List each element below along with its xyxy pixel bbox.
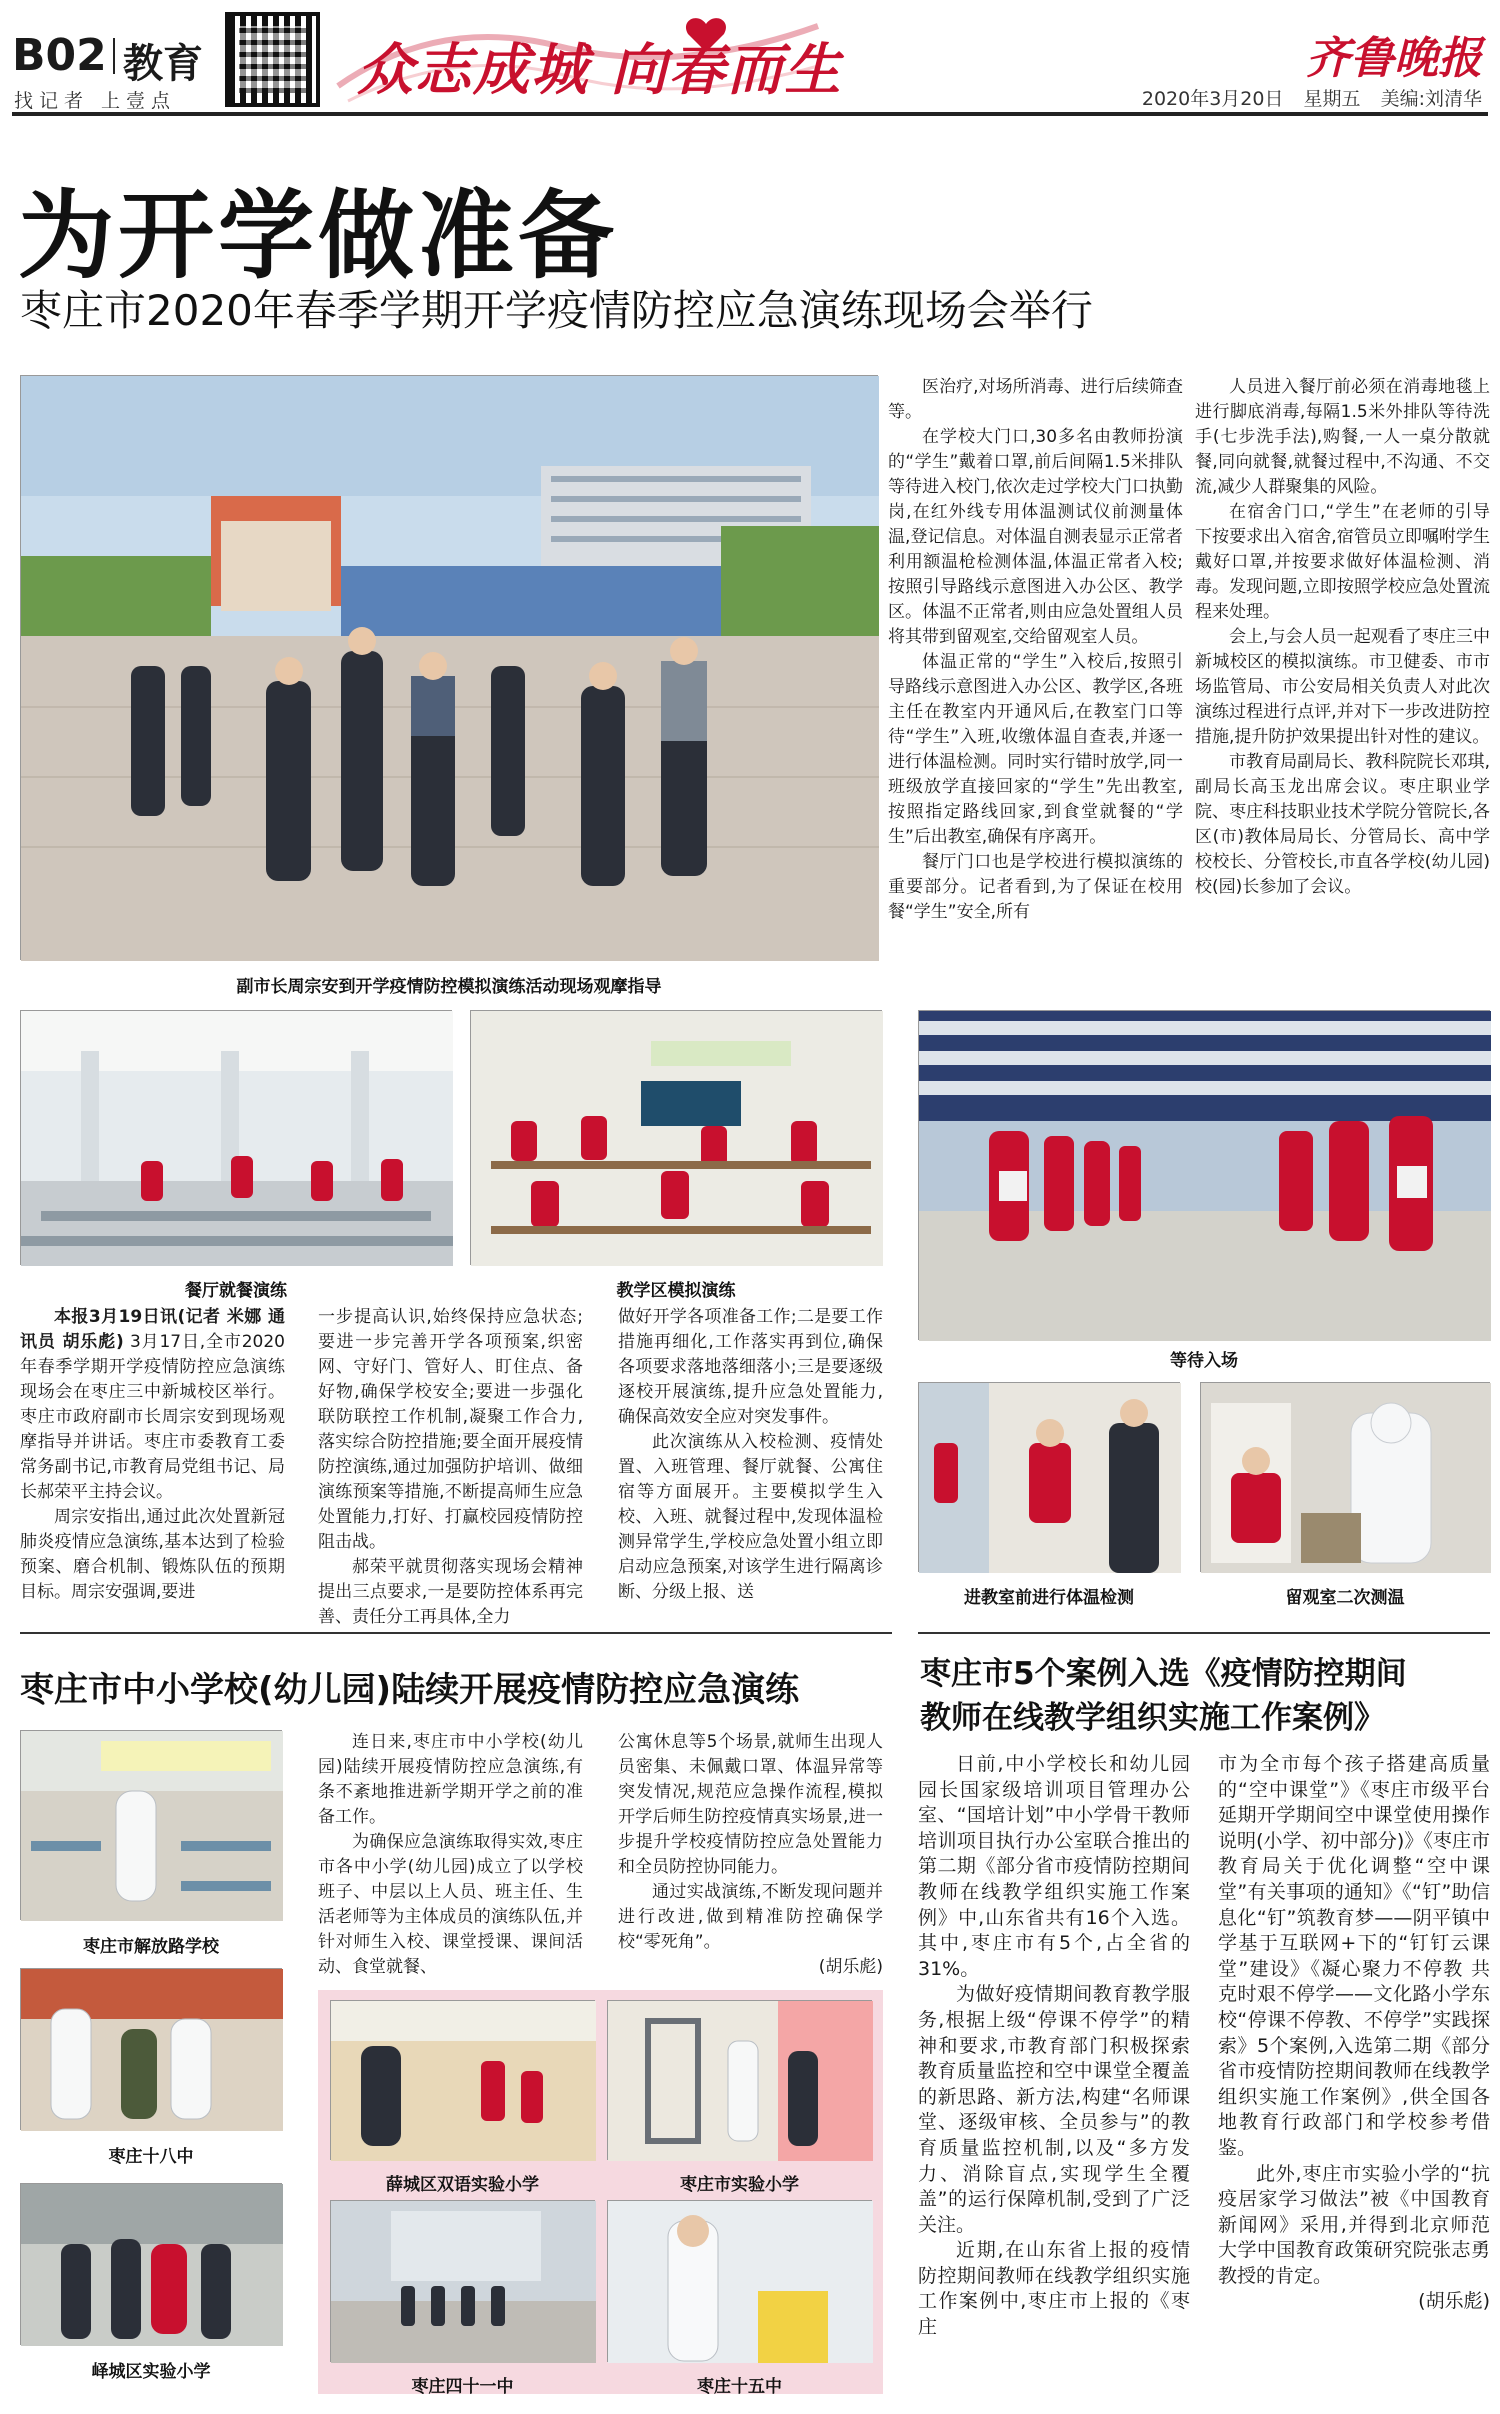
photo-caption: 进教室前进行体温检测	[964, 1588, 1134, 1608]
photo-temperature[interactable]	[918, 1382, 1180, 1572]
photo-jiefang-school-image	[21, 1731, 283, 1921]
photo-queue[interactable]	[918, 1010, 1490, 1340]
photo-caption: 薛城区双语实验小学	[386, 2175, 539, 2195]
paragraph: 连日来,枣庄市中小学校(幼儿园)陆续开展疫情防控应急演练,有条不紊地推进新学期开学之前的准备工作。	[318, 1732, 583, 1827]
photo-18th-school[interactable]	[20, 1968, 282, 2130]
paragraph: 医治疗,对场所消毒、进行后续筛查等。	[888, 377, 1183, 422]
photo-yicheng-school[interactable]	[20, 2183, 282, 2345]
paragraph: 通过实战演练,不断发现问题并进行改进,做到精准防控确保学校“零死角”。	[618, 1882, 883, 1952]
photo-observation-image	[1201, 1383, 1491, 1573]
paragraph: 在宿舍门口,“学生”在老师的引导下按要求出入宿舍,宿管员立即嘱咐学生戴好口罩,并按要求做好体温检测、消毒。发现问题,立即按照学校应急处置流程来处理。	[1195, 502, 1490, 622]
issue-weekday: 星期五	[1303, 88, 1361, 110]
header-slogan: 众志成城 向春而生	[357, 37, 843, 103]
photo-observation[interactable]	[1200, 1382, 1490, 1572]
photo-caption: 枣庄四十一中	[411, 2377, 514, 2397]
byline: (胡乐彪)	[1418, 2290, 1490, 2313]
paragraph: 市教育局副局长、教科院院长邓琪,副局长高玉龙出席会议。枣庄职业学院、枣庄科技职业技术学院分管院长,各区(市)教体局局长、分管局长、高中学校校长、分管校长,市直各学校(幼儿园)校(园)长参加了会议。	[1195, 752, 1490, 897]
paragraphs	[318, 1730, 583, 1980]
photo-15th-school[interactable]	[607, 2200, 872, 2362]
header-divider	[113, 38, 115, 74]
main-article-lower-col2	[318, 1305, 583, 1627]
header-rule	[12, 112, 1488, 116]
photo-caption: 等待入场	[1170, 1351, 1238, 1371]
section-name: 教育	[123, 41, 203, 87]
main-headline: 为开学做准备	[18, 180, 618, 292]
photo-caption: 副市长周宗安到开学疫情防控模拟演练活动现场观摩指导	[236, 977, 662, 997]
paragraph: 一步提高认识,始终保持应急状态;要进一步完善开学各项预案,织密网、守好门、管好人、盯住点、备好物,确保学校安全;要进一步强化联防联控工作机制,凝聚工作合力,落实综合防控措施;要全面开展疫情防控演练,通过加强防护培训、做细演练预案等措施,不断提高师生应急处置能力,打好、打赢校园疫情防控阻击战。	[318, 1307, 583, 1552]
photo-experimental-school[interactable]	[607, 2000, 872, 2160]
main-article-right-col2	[1195, 375, 1490, 985]
photo-caption: 峄城区实验小学	[91, 2362, 211, 2382]
paragraph: 此次演练从入校检测、疫情处置、入班管理、餐厅就餐、公寓住宿等方面展开。主要模拟学生入校、入班、就餐过程中,发现体温检测异常学生,学校应急处置小组立即启动应急预案,对该学生进行隔离诊断、分级上报、送	[618, 1432, 883, 1602]
paragraphs	[618, 1305, 883, 1605]
paragraphs	[1218, 1752, 1490, 2289]
page-header	[0, 0, 1500, 128]
photo-yicheng-school-image	[21, 2184, 283, 2346]
photo-classroom-image	[471, 1011, 883, 1266]
byline: (胡乐彪)	[818, 1957, 883, 1977]
qr-code-icon[interactable]	[225, 12, 320, 107]
photo-caption: 餐厅就餐演练	[185, 1281, 287, 1301]
photo-15th-school-image	[608, 2201, 873, 2363]
article2-col2	[618, 1730, 883, 1980]
article2-headline: 枣庄市中小学校(幼儿园)陆续开展疫情防控应急演练	[20, 1670, 800, 1710]
article3-headline-line2: 教师在线教学组织实施工作案例》	[920, 1700, 1385, 1736]
paragraph: 会上,与会人员一起观看了枣庄三中新城校区的模拟演练。市卫健委、市市场监管局、市公安局相关负责人对此次演练过程进行点评,并对下一步改进防控措施,提升防护效果提出针对性的建议。	[1195, 627, 1490, 747]
newspaper-brand: 齐鲁晚报	[1306, 33, 1482, 84]
photo-caption: 枣庄十五中	[697, 2377, 782, 2397]
paragraph: 人员进入餐厅前必须在消毒地毯上进行脚底消毒,每隔1.5米外排队等待洗手(七步洗手法),购餐,一人一桌分散就餐,同向就餐,就餐过程中,不沟通、不交流,减少人群聚集的风险。	[1195, 377, 1490, 497]
section-divider	[20, 1632, 892, 1634]
issue-date: 2020年3月20日	[1141, 88, 1284, 110]
photo-xuecheng-school[interactable]	[330, 2000, 595, 2160]
header-meta	[1142, 84, 1482, 111]
paragraph: 此外,枣庄市实验小学的“抗疫居家学习做法”被《中国教育新闻网》采用,并得到北京师范大学中国教育政策研究院张志勇教授的肯定。	[1218, 2162, 1490, 2287]
article3-col2	[1218, 1752, 1490, 2397]
paragraphs	[20, 1505, 285, 1605]
photo-queue-image	[919, 1011, 1491, 1341]
photo-41st-school-image	[331, 2201, 596, 2363]
photo-leaders-walking[interactable]	[20, 375, 878, 960]
paragraph: 做好开学各项准备工作;二是要工作措施再细化,工作落实再到位,确保各项要求落地落细落小;三是要逐级逐校开展演练,提升应急处置能力,确保高效安全应对突发事件。	[618, 1307, 883, 1427]
photo-caption: 枣庄市解放路学校	[83, 1937, 219, 1957]
article3-headline-line1: 枣庄市5个案例入选《疫情防控期间	[920, 1656, 1407, 1692]
photo-caption: 教学区模拟演练	[616, 1281, 736, 1301]
paragraph: 近期,在山东省上报的疫情防控期间教师在线教学组织实施工作案例中,枣庄市上报的《枣庄	[918, 2239, 1190, 2339]
paragraph: 体温正常的“学生”入校后,按照引导路线示意图进入办公区、教学区,各班主任在教室内开通风后,在教室门口等待“学生”入班,收缴体温自查表,并逐一进行体温检测。同时实行错时放学,同一班级放学直接回家的“学生”先出教室,按照指定路线回家,到食堂就餐的“学生”后出教室,确保有序离开。	[888, 652, 1183, 847]
paragraph: 郝荣平就贯彻落实现场会精神提出三点要求,一是要防控体系再完善、责任分工再具体,全力	[318, 1557, 583, 1627]
header-subslogan: 找记者 上壹点	[14, 90, 177, 112]
photo-canteen[interactable]	[20, 1010, 452, 1265]
paragraph: 为确保应急演练取得实效,枣庄市各中小学(幼儿园)成立了以学校班子、中层以上人员、班主任、生活老师等为主体成员的演练队伍,并针对师生入校、课堂授课、课间活动、食堂就餐、	[318, 1832, 583, 1977]
paragraphs	[888, 375, 1183, 925]
paragraph: 在学校大门口,30多名由教师扮演的“学生”戴着口罩,前后间隔1.5米排队等待进入校门,依次走过学校大门口执勤岗,在红外线专用体温测试仪前测量体温,登记信息。对体温自测表显示正常者利用额温枪检测体温,体温正常者入校;按照引导路线示意图进入办公区、教学区。体温不正常者,则由应急处置组人员将其带到留观室,交给留观室人员。	[888, 427, 1183, 647]
paragraph: 公寓休息等5个场景,就师生出现人员密集、未佩戴口罩、体温异常等突发情况,规范应急操作流程,模拟开学后师生防控疫情真实场景,进一步提升学校疫情防控应急处置能力和全员防控协同能力。	[618, 1732, 883, 1877]
photo-leaders-walking-image	[21, 376, 879, 961]
photo-caption: 枣庄市实验小学	[680, 2175, 799, 2195]
photo-experimental-school-image	[608, 2001, 873, 2161]
main-article-lower-col3	[618, 1305, 883, 1605]
page-code: B02	[12, 30, 107, 81]
main-article-right-col1	[888, 375, 1183, 985]
editor-credit: 美编:刘清华	[1380, 88, 1482, 110]
photo-xuecheng-school-image	[331, 2001, 596, 2161]
article3-col1	[918, 1752, 1190, 2397]
photo-canteen-image	[21, 1011, 453, 1266]
paragraphs	[918, 1752, 1190, 2341]
photo-caption: 留观室二次测温	[1285, 1588, 1405, 1608]
paragraph: 市为全市每个孩子搭建高质量的“空中课堂”》《枣庄市级平台延期开学期间空中课堂使用操作说明(小学、初中部分)》《枣庄市教育局关于优化调整“空中课堂”有关事项的通知》《“钉”助信息化“钉”筑教育梦——阴平镇中学基于互联网+下的“钉钉云课堂”建设》《凝心聚力不停教 共克时艰不停学——文化路小学东校“停课不停教、不停学”实践探索》5个案例,入选第二期《部分省市疫情防控期间教师在线教学组织实施工作案例》,供全国各地教育行政部门和学校参考借鉴。	[1218, 1753, 1490, 2159]
lead-paragraph	[20, 1305, 285, 1505]
photo-classroom[interactable]	[470, 1010, 882, 1265]
paragraph: 日前,中小学校长和幼儿园园长国家级培训项目管理办公室、“国培计划”中小学骨干教师培训项目执行办公室联合推出的第二期《部分省市疫情防控期间教师在线教学组织实施工作案例》中,山东省共有16个入选。其中,枣庄市有5个,占全省的31%。	[918, 1753, 1190, 1980]
photo-temperature-image	[919, 1383, 1181, 1573]
photo-18th-school-image	[21, 1969, 283, 2131]
main-article-lower-col1	[20, 1305, 285, 1605]
paragraphs	[1195, 375, 1490, 900]
photo-jiefang-school[interactable]	[20, 1730, 282, 1920]
section-divider	[918, 1632, 1490, 1634]
paragraph: 餐厅门口也是学校进行模拟演练的重要部分。记者看到,为了保证在校用餐“学生”安全,所有	[888, 852, 1183, 922]
photo-41st-school[interactable]	[330, 2200, 595, 2362]
dateline: 本报3月19日讯(记者 米娜 通讯员 胡乐彪)	[20, 1307, 285, 1352]
lead-text: 3月17日,全市2020年春季学期开学疫情防控应急演练现场会在枣庄三中新城校区举行。枣庄市政府副市长周宗安到现场观摩指导并讲话。枣庄市委教育工委常务副书记,市教育局党组书记、局长郝荣平主持会议。	[20, 1332, 285, 1502]
article2-col1	[318, 1730, 583, 1980]
photo-caption: 枣庄十八中	[108, 2147, 194, 2167]
paragraph: 周宗安指出,通过此次处置新冠肺炎疫情应急演练,基本达到了检验预案、磨合机制、锻炼队伍的预期目标。周宗安强调,要进	[20, 1507, 285, 1602]
main-subheadline: 枣庄市2020年春季学期开学疫情防控应急演练现场会举行	[20, 286, 1093, 335]
paragraph: 为做好疫情期间教育教学服务,根据上级“停课不停学”的精神和要求,市教育部门积极探索教育质量监控和空中课堂全覆盖的新思路、新方法,构建“名师课堂、逐级审核、全员参与”的教育质量监控机制,以及“多方发力、消除盲点,实现学生全覆盖”的运行保障机制,受到了广泛关注。	[918, 1983, 1190, 2236]
paragraphs	[618, 1730, 883, 1955]
paragraphs	[318, 1305, 583, 1630]
